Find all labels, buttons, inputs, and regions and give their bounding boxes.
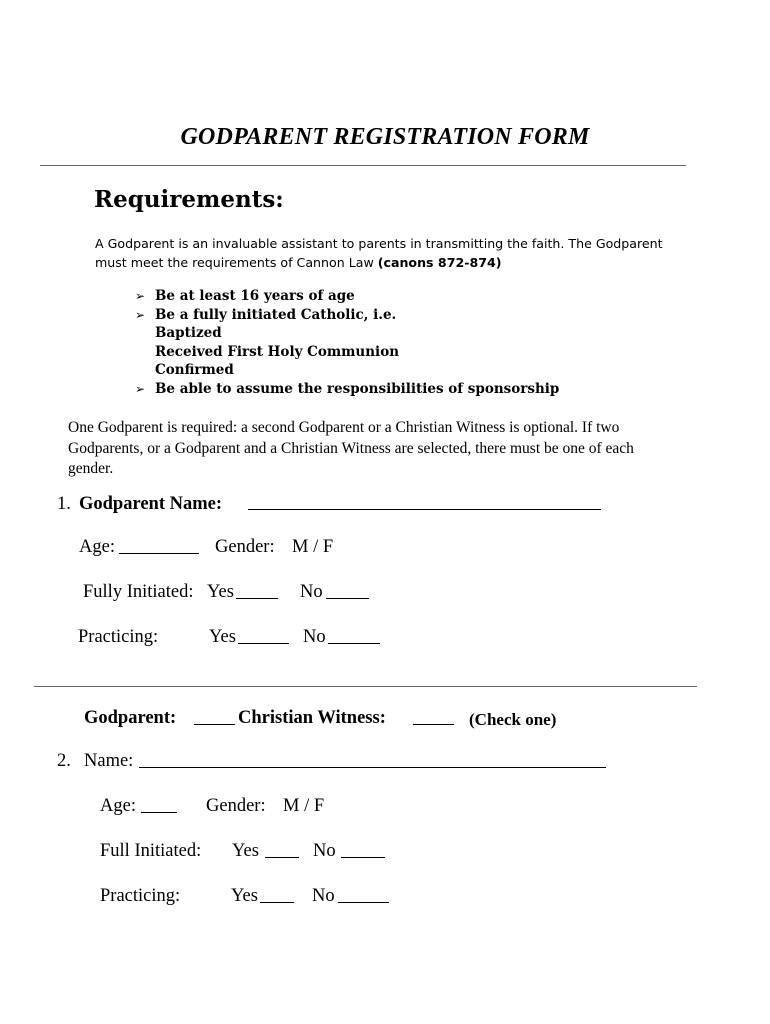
godparent-check-field[interactable] — [194, 712, 235, 730]
section-divider — [34, 686, 697, 687]
requirement-item — [135, 381, 145, 397]
title-divider — [40, 165, 686, 166]
practicing-no-field-2[interactable] — [338, 890, 389, 908]
full-initiated-label: Full Initiated: — [100, 841, 202, 861]
age-field[interactable] — [119, 541, 199, 559]
section2-number: 2. — [57, 751, 71, 771]
fully-initiated-label: Fully Initiated: — [83, 582, 194, 602]
age-label: Age: — [79, 537, 115, 557]
requirement-initiated: Be a fully initiated Catholic, i.e. — [155, 307, 397, 323]
age-label-2: Age: — [100, 796, 136, 816]
practicing-no-field[interactable] — [328, 631, 380, 649]
form-title: GODPARENT REGISTRATION FORM — [180, 124, 590, 150]
arrow-bullet-icon: ➢ — [135, 308, 146, 322]
arrow-bullet-icon: ➢ — [135, 289, 146, 303]
initiated-yes-label-2: Yes — [232, 841, 259, 861]
initiated-yes-field[interactable] — [236, 586, 278, 604]
check-one-note: (Check one) — [469, 710, 557, 729]
gender-label: Gender: — [215, 537, 275, 557]
initiated-no-field-2[interactable] — [341, 845, 385, 863]
gender-options-2[interactable]: M / F — [283, 796, 325, 816]
requirement-sponsorship: Be able to assume the responsibilities of sponsorship — [155, 381, 560, 397]
arrow-bullet-icon: ➢ — [135, 382, 146, 396]
practicing-yes-field-2[interactable] — [260, 890, 294, 908]
practicing-label-2: Practicing: — [100, 886, 181, 906]
practicing-no-label-2: No — [312, 886, 335, 906]
practicing-yes-label: Yes — [209, 627, 236, 647]
initiated-no-field[interactable] — [326, 586, 369, 604]
initiated-yes-label: Yes — [207, 582, 234, 602]
practicing-label: Practicing: — [78, 627, 159, 647]
gender-options[interactable]: M / F — [292, 537, 334, 557]
godparent-name-label: Godparent Name: — [79, 494, 223, 514]
godparent-note: One Godparent is required: a second Godparent or a Christian Witness is optional. If two Godparents, or a Godparent and a Christian Witness are selected, there must be one of each gender. — [68, 419, 634, 477]
witness-check-field[interactable] — [413, 712, 454, 730]
intro-text: A Godparent is an invaluable assistant to parents in transmitting the faith. The Godparent must meet the requirements of Cannon Law — [95, 236, 663, 270]
name-field[interactable] — [139, 755, 606, 773]
name-label: Name: — [84, 751, 134, 771]
practicing-yes-label-2: Yes — [231, 886, 258, 906]
section1-number: 1. — [57, 494, 71, 514]
requirement-item — [135, 307, 145, 323]
canons-reference: (canons 872-874) — [377, 255, 502, 270]
requirements-heading: Requirements: — [94, 186, 284, 213]
gender-label-2: Gender: — [206, 796, 266, 816]
godparent-name-field[interactable] — [248, 497, 601, 515]
christian-witness-label: Christian Witness: — [238, 708, 386, 728]
godparent-option-label: Godparent: — [84, 708, 177, 728]
practicing-no-label: No — [303, 627, 326, 647]
practicing-yes-field[interactable] — [238, 631, 289, 649]
requirements-intro — [95, 234, 665, 272]
requirement-baptized: Baptized — [155, 325, 222, 341]
initiated-no-label-2: No — [313, 841, 336, 861]
requirement-item — [135, 288, 145, 304]
initiated-yes-field-2[interactable] — [265, 845, 299, 863]
initiated-no-label: No — [300, 582, 323, 602]
requirement-confirmed: Confirmed — [155, 362, 234, 378]
age-field-2[interactable] — [141, 800, 177, 818]
requirement-communion: Received First Holy Communion — [155, 344, 400, 360]
requirement-age: Be at least 16 years of age — [155, 288, 355, 304]
